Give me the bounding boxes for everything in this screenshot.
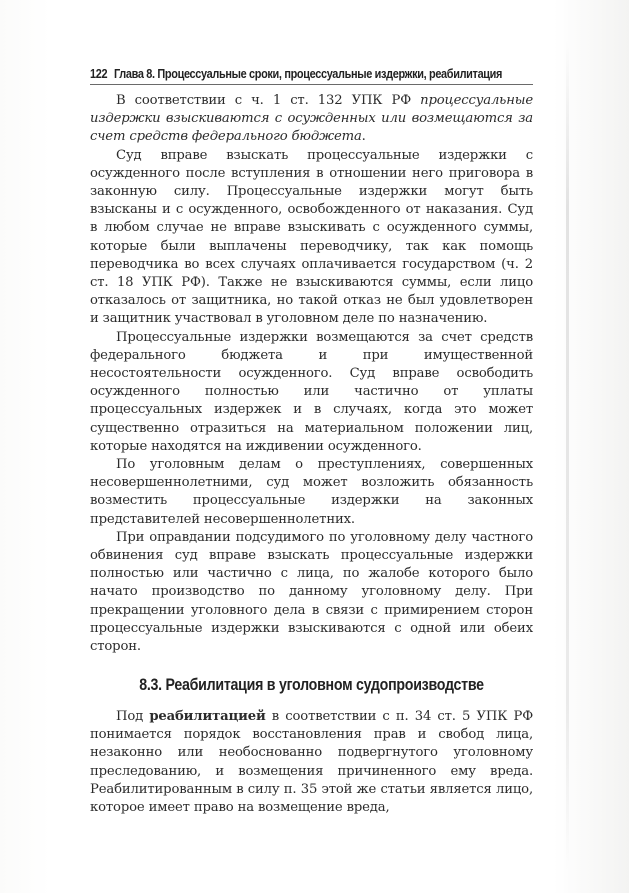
paragraph-1-italic: процессуальные издержки взыскиваются с осужденных или возмещаются за счет средств федерального бюджета: [90, 93, 533, 145]
term-rehabilitation: реабилитацией: [149, 709, 266, 724]
section-paragraph-lead: Под: [116, 709, 150, 724]
paragraph-1-plain: В соответствии с ч. 1 ст. 132 УПК РФ: [116, 93, 421, 108]
page-number: 122: [90, 66, 108, 81]
main-text: [90, 92, 533, 656]
section-paragraph-body: в соответствии с п. 34 ст. 5 УПК РФ понимается порядок восстановления прав и свобод лица, незаконно или необоснованно подвергнутого уголовному преследованию, и возмещения причиненного ему вреда. Реабилитированным в силу п. 35 этой же статьи является лицо, которое имеет право на возмещение вреда,: [90, 709, 533, 816]
paragraph-3: Процессуальные издержки возмещаются за счет средств федерального бюджета и при имущественной несостоятельности осужденного. Суд вправе освободить осужденного полностью или частично от уплаты процессуальных издержек и в случаях, когда это может существенно отразиться на материальном положении лиц, которые находятся на иждивении осужденного.: [90, 329, 533, 454]
paragraph-1-tail: .: [361, 129, 366, 145]
page-gutter-shadow: [566, 40, 569, 870]
paragraph-5: При оправдании подсудимого по уголовному делу частного обвинения суд вправе взыскать процессуальные издержки полностью или частично с лица, по жалобе которого было начато производство по данному уголовному делу. При прекращении уголовного дела в связи с примирением сторон процессуальные издержки взыскиваются с одной или обеих сторон.: [90, 529, 533, 655]
section-text: [90, 708, 533, 817]
paragraph-1: [90, 92, 533, 147]
paragraph-4: По уголовным делам о преступлениях, совершенных несовершеннолетними, суд может возложить обязанность возместить процессуальные издержки на законных представителей несовершеннолетних.: [90, 457, 533, 527]
running-header: [90, 66, 503, 81]
header-rule: [90, 84, 533, 85]
paragraph-2: Суд вправе взыскать процессуальные издержки с осужденного после вступления в отношении него приговора в законную силу. Процессуальные издержки могут быть взысканы и с осужденного, освобожденного от наказания. Суд в любом случае не вправе взыскивать с осужденного суммы, которые были выплачены переводчику, так как помощь переводчика во всех случаях оплачивается государством (ч. 2 ст. 18 УПК РФ). Также не взыскиваются суммы, если лицо отказалось от защитника, но такой отказ не был удовлетворен и защитник участвовал в уголовном деле по назначению.: [90, 147, 533, 327]
section-paragraph-1: [90, 708, 533, 817]
chapter-title: Глава 8. Процессуальные сроки, процессуальные издержки, реабилитация: [113, 66, 503, 81]
section-heading: 8.3. Реабилитация в уголовном судопроизводстве: [139, 676, 484, 694]
